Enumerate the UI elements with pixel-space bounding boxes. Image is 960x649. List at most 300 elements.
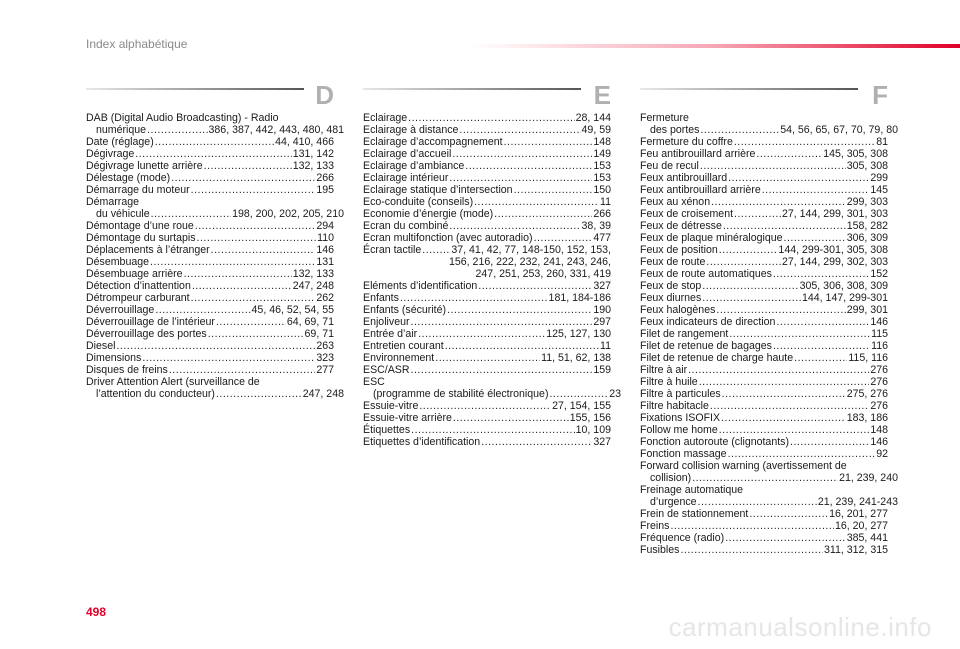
index-entry-line — [86, 376, 334, 388]
index-entry-line — [640, 496, 898, 508]
index-entry — [86, 172, 334, 184]
index-entry-line — [363, 148, 611, 160]
index-entry-term: Dimensions — [86, 352, 142, 364]
dot-leader — [211, 244, 316, 256]
index-entry-line — [363, 376, 611, 388]
index-entry — [640, 544, 888, 556]
index-entry — [640, 268, 888, 280]
index-entry-line — [363, 160, 611, 172]
index-entry — [86, 256, 334, 268]
index-entry-pages: 294 — [316, 220, 334, 232]
dot-leader — [729, 328, 870, 340]
index-entry-continuation — [363, 268, 611, 280]
index-entry-line — [640, 124, 898, 136]
dot-leader — [435, 352, 540, 364]
index-entry-term: ESC — [363, 376, 385, 388]
index-entry-term: Eclairage intérieur — [363, 172, 449, 184]
index-entry-term: Feu de recul — [640, 160, 699, 172]
index-entry-term: Désembuage arrière — [86, 268, 183, 280]
index-entry-pages: 27, 144, 299, 302, 303 — [781, 256, 888, 268]
index-entry-term: Délestage (mode) — [86, 172, 171, 184]
index-entry-line — [86, 220, 334, 232]
index-entry-term: Enfants — [363, 292, 399, 304]
dot-leader — [534, 232, 593, 244]
index-entry-term: Disques de freins — [86, 364, 168, 376]
index-entry — [640, 148, 888, 160]
index-entry — [363, 328, 611, 340]
index-entry-line — [640, 376, 888, 388]
index-entry-term: Diesel — [86, 340, 116, 352]
index-entry-line — [86, 196, 334, 208]
index-entry-pages: 69, 71 — [304, 328, 334, 340]
index-entry — [640, 196, 888, 208]
index-entry-line — [86, 124, 344, 136]
dot-leader — [549, 388, 608, 400]
index-entry — [363, 400, 611, 412]
dot-leader — [700, 160, 846, 172]
index-entry — [363, 352, 611, 364]
index-entry-line — [640, 136, 888, 148]
index-entry-line — [640, 196, 888, 208]
index-entry-pages: 10, 109 — [575, 424, 611, 436]
dot-leader — [459, 124, 580, 136]
index-entry — [640, 232, 888, 244]
index-entry-line — [640, 448, 888, 460]
dot-leader — [756, 148, 822, 160]
index-entry-term: des portes — [650, 124, 700, 136]
index-entry — [363, 424, 611, 436]
index-entry-line — [86, 316, 334, 328]
dot-leader — [481, 436, 592, 448]
dot-leader — [465, 160, 592, 172]
index-entry-term: Feux de croisement — [640, 208, 734, 220]
index-entry — [640, 412, 888, 424]
index-entry-term: Eclairage à distance — [363, 124, 459, 136]
index-entry — [640, 364, 888, 376]
index-entry — [640, 340, 888, 352]
index-entry — [640, 292, 888, 304]
index-entry-line — [640, 232, 888, 244]
index-entry — [86, 268, 334, 280]
index-entry-pages: 198, 200, 202, 205, 210 — [232, 208, 344, 220]
index-entry — [640, 244, 888, 256]
index-entry-term: Démarrage du moteur — [86, 184, 190, 196]
index-entry — [640, 316, 888, 328]
column-header — [640, 80, 888, 112]
index-entry — [86, 184, 334, 196]
dot-leader — [216, 388, 302, 400]
dot-leader — [728, 172, 869, 184]
index-entry — [640, 352, 888, 364]
index-entry-term: Filtre à air — [640, 364, 688, 376]
index-entry-term: ESC/ASR — [363, 364, 410, 376]
index-entry-pages: 156, 216, 222, 232, 241, 243, 246, — [449, 256, 611, 268]
index-entry-line — [640, 364, 888, 376]
index-entry — [640, 448, 888, 460]
index-entry-pages: 27, 154, 155 — [552, 400, 611, 412]
dot-leader — [700, 124, 779, 136]
index-entry-term: Détrompeur carburant — [86, 292, 190, 304]
index-entry-pages: 28, 144 — [575, 112, 611, 124]
index-entry — [363, 112, 611, 124]
index-entry-pages: 190 — [593, 304, 611, 316]
index-entry-line — [363, 352, 611, 364]
index-entry-pages: 153 — [593, 160, 611, 172]
index-entry-term: Démarrage — [86, 196, 139, 208]
dot-leader — [192, 280, 292, 292]
index-entry-term: Etiquettes d’identification — [363, 436, 481, 448]
index-entry — [640, 376, 888, 388]
index-entry-line — [640, 484, 888, 496]
index-entry-pages: 148 — [870, 424, 888, 436]
index-entries — [86, 112, 344, 400]
index-entry — [640, 388, 888, 400]
index-entry — [363, 160, 611, 172]
index-entry — [640, 160, 888, 172]
index-entry-pages: 152 — [870, 268, 888, 280]
index-entry-term: Feux au xénon — [640, 196, 711, 208]
index-entry — [363, 436, 611, 448]
dot-leader — [411, 316, 593, 328]
dot-leader — [719, 424, 870, 436]
index-entry-pages: 54, 56, 65, 67, 70, 79, 80 — [780, 124, 898, 136]
index-entry-term: collision) — [650, 472, 692, 484]
dot-leader — [711, 196, 846, 208]
dot-leader — [191, 184, 316, 196]
dot-leader — [116, 340, 315, 352]
index-entry-term: Feu antibrouillard arrière — [640, 148, 756, 160]
page-header-title: Index alphabétique — [86, 37, 188, 51]
index-entry-line — [640, 280, 888, 292]
index-entry-line — [363, 208, 611, 220]
index-entry — [640, 208, 888, 220]
index-entry-pages: 299, 301 — [846, 304, 888, 316]
index-column-f — [640, 80, 898, 556]
index-entry-term: Freinage automatique — [640, 484, 744, 496]
index-entry-pages: 148 — [593, 136, 611, 148]
index-entry — [640, 280, 888, 292]
index-entry-line — [363, 364, 611, 376]
dot-leader — [184, 268, 292, 280]
index-entry-line — [640, 148, 888, 160]
index-entry-term: Date (réglage) — [86, 136, 154, 148]
index-entry-pages: 144, 147, 299-301 — [801, 292, 888, 304]
index-entry-line — [86, 364, 334, 376]
index-entry-pages: 266 — [316, 172, 334, 184]
index-entry-pages: 144, 299-301, 305, 308 — [778, 244, 888, 256]
index-entry-term: Essuie-vitre arrière — [363, 412, 452, 424]
index-entry-line — [640, 304, 888, 316]
index-entry — [86, 244, 334, 256]
index-entry — [86, 304, 334, 316]
index-entry-pages: 146 — [870, 316, 888, 328]
dot-leader — [706, 256, 781, 268]
dot-leader — [216, 316, 286, 328]
index-entry-line — [86, 136, 334, 148]
dot-leader — [151, 208, 231, 220]
index-entry-pages: 116 — [871, 340, 888, 352]
dot-leader — [734, 208, 781, 220]
index-entry-term: Déverrouillage — [86, 304, 155, 316]
index-entry-pages: 155, 156 — [569, 412, 611, 424]
dot-leader — [197, 232, 317, 244]
index-entry-term: Eclairage d’ambiance — [363, 160, 465, 172]
index-entry-line — [86, 388, 344, 400]
index-entry-pages: 266 — [593, 208, 611, 220]
index-entry-pages: 276 — [870, 376, 888, 388]
index-entry-term: Ecran multifonction (avec autoradio) — [363, 232, 533, 244]
index-entry-line — [363, 292, 611, 304]
index-entry-term: Eléments d’identification — [363, 280, 478, 292]
dot-leader — [419, 400, 551, 412]
index-entry-pages: 21, 239, 240 — [839, 472, 898, 484]
index-entry-term: Fixations ISOFIX — [640, 412, 721, 424]
page-number: 498 — [86, 605, 107, 619]
index-entry-line — [640, 424, 888, 436]
index-entry-term: Feux de détresse — [640, 220, 722, 232]
index-entry — [640, 136, 888, 148]
index-entry — [86, 196, 344, 220]
index-entry-line — [363, 400, 611, 412]
index-entry-term: Fréquence (radio) — [640, 532, 725, 544]
dot-leader — [445, 340, 599, 352]
index-entry-pages: 38, 39 — [581, 220, 611, 232]
index-entry-term: Enfants (sécurité) — [363, 304, 447, 316]
index-entry-line — [86, 244, 334, 256]
index-entry-line — [363, 244, 611, 256]
dot-leader — [447, 304, 592, 316]
index-entry-line — [86, 280, 334, 292]
index-entry-pages: 49, 59 — [581, 124, 611, 136]
index-entry-pages: 181, 184-186 — [548, 292, 611, 304]
index-entry-term: Follow me home — [640, 424, 718, 436]
index-entry-line — [640, 256, 888, 268]
index-entry-pages: 23 — [609, 388, 621, 400]
index-entry-pages: 150 — [593, 184, 611, 196]
index-entry-line — [363, 280, 611, 292]
index-entry — [640, 424, 888, 436]
index-entry-term: Déverrouillage de l’intérieur — [86, 316, 215, 328]
index-entry-line — [640, 208, 888, 220]
index-entry-line — [640, 220, 888, 232]
dot-leader — [722, 388, 846, 400]
index-entry-pages: 37, 41, 42, 77, 148-150, 152, 153, — [451, 244, 611, 256]
index-column-d — [86, 80, 344, 400]
index-entry-pages: 247, 251, 253, 260, 331, 419 — [475, 268, 611, 280]
index-entry-term: Environnement — [363, 352, 435, 364]
header-accent-bar — [470, 44, 960, 48]
index-entry-line — [86, 208, 344, 220]
index-entry-pages: 64, 69, 71 — [286, 316, 334, 328]
index-entry-term: Feux de route — [640, 256, 706, 268]
index-entry-term: Déplacements à l’étranger — [86, 244, 210, 256]
index-entry-pages: 16, 201, 277 — [829, 508, 888, 520]
index-entry-line — [86, 328, 334, 340]
index-entry-pages: 385, 441 — [846, 532, 888, 544]
index-entry-line — [640, 400, 888, 412]
index-entry-term: Fusibles — [640, 544, 680, 556]
index-entry-term: Eclairage d’accompagnement — [363, 136, 503, 148]
index-entry — [86, 160, 334, 172]
index-entry — [363, 208, 611, 220]
index-entry-term: Fonction massage — [640, 448, 727, 460]
index-entry-pages: 247, 248 — [292, 280, 334, 292]
index-entry-line — [640, 184, 888, 196]
index-entry-term: Feux de plaque minéralogique — [640, 232, 783, 244]
index-entry-term: Fermeture — [640, 112, 689, 124]
index-entry-line — [640, 472, 898, 484]
index-entry-line — [86, 340, 334, 352]
index-entry-line — [86, 292, 334, 304]
index-entry-line — [86, 148, 334, 160]
dot-leader — [702, 280, 798, 292]
index-entry-pages: 275, 276 — [846, 388, 888, 400]
dot-leader — [411, 364, 593, 376]
index-entry-pages: 110 — [317, 232, 334, 244]
index-entry-line — [640, 340, 888, 352]
dot-leader — [494, 208, 592, 220]
index-entry-term: Ecran du combiné — [363, 220, 449, 232]
index-entry-term: DAB (Digital Audio Broadcasting) - Radio — [86, 112, 279, 124]
index-entry-pages: 145 — [870, 184, 888, 196]
index-entry-pages: 153 — [593, 172, 611, 184]
index-entry-line — [86, 232, 334, 244]
index-entry-pages: 158, 282 — [846, 220, 888, 232]
index-entry-term: d’urgence — [650, 496, 697, 508]
index-entry-line — [363, 112, 611, 124]
index-entry-line — [363, 124, 611, 136]
index-entry-pages: 11, 51, 62, 138 — [541, 352, 611, 364]
dot-leader — [680, 544, 823, 556]
index-entry-line — [363, 328, 611, 340]
index-entry-term: Démontage du surtapis — [86, 232, 196, 244]
index-entries — [363, 112, 621, 448]
index-entry-pages: 92 — [876, 448, 888, 460]
index-entry-term: Driver Attention Alert (surveillance de — [86, 376, 260, 388]
index-entry-term: Entretien courant — [363, 340, 444, 352]
column-letter: F — [872, 80, 888, 110]
index-entry-line — [640, 388, 888, 400]
index-entry-pages: 131, 142 — [292, 148, 334, 160]
index-entry — [363, 304, 611, 316]
index-entry-term: numérique — [96, 124, 147, 136]
column-header — [86, 80, 334, 112]
dot-leader — [710, 400, 869, 412]
index-entry — [363, 376, 621, 400]
index-entry — [86, 328, 334, 340]
index-entry-pages: 305, 308 — [846, 160, 888, 172]
index-entry — [640, 172, 888, 184]
index-entry-line — [363, 340, 611, 352]
index-entry-pages: 305, 306, 308, 309 — [799, 280, 888, 292]
index-entry-line — [86, 112, 334, 124]
index-entry — [363, 316, 611, 328]
dot-leader — [723, 220, 846, 232]
index-entry — [363, 244, 611, 280]
index-entry-term: Feux de stop — [640, 280, 702, 292]
index-entry-term: Freins — [640, 520, 670, 532]
index-entry-pages: 263 — [316, 340, 334, 352]
dot-leader — [411, 424, 575, 436]
dot-leader — [719, 244, 778, 256]
dot-leader — [734, 136, 875, 148]
index-entry-continuation — [363, 256, 611, 268]
index-entry-pages: 299, 303 — [846, 196, 888, 208]
index-entry-term: Forward collision warning (avertissement de — [640, 460, 847, 472]
column-divider-line — [363, 88, 581, 90]
index-entry-pages: 183, 186 — [846, 412, 888, 424]
index-entries — [640, 112, 898, 556]
index-entry-term: Eclairage — [363, 112, 408, 124]
index-entry-pages: 125, 127, 130 — [546, 328, 611, 340]
column-letter: E — [593, 80, 611, 110]
index-entry-term: Dégivrage lunette arrière — [86, 160, 203, 172]
index-entry-pages: 146 — [870, 436, 888, 448]
index-entry — [640, 460, 898, 484]
index-entry-term: l’attention du conducteur) — [96, 388, 215, 400]
index-entry-line — [86, 160, 334, 172]
index-entry-pages: 16, 20, 277 — [834, 520, 888, 532]
index-entry-pages: 115 — [871, 328, 888, 340]
index-entry — [86, 352, 334, 364]
column-header — [363, 80, 611, 112]
index-entry-line — [640, 520, 888, 532]
index-entry-term: Écran tactile — [363, 244, 422, 256]
index-entry-pages: 131 — [316, 256, 334, 268]
dot-leader — [155, 136, 274, 148]
dot-leader — [449, 172, 592, 184]
index-entry-line — [640, 292, 888, 304]
index-entry-pages: 132, 133 — [292, 160, 334, 172]
index-entry-pages: 327 — [593, 436, 611, 448]
index-entry-line — [363, 436, 611, 448]
watermark-text: carmanualsonline.info — [668, 612, 932, 642]
index-entry-term: Enjoliveur — [363, 316, 410, 328]
dot-leader — [692, 472, 838, 484]
index-entry — [363, 412, 611, 424]
index-entry-term: Filet de retenue de charge haute — [640, 352, 794, 364]
index-entry-term: Frein de stationnement — [640, 508, 749, 520]
dot-leader — [418, 328, 545, 340]
index-entry-pages: 276 — [870, 364, 888, 376]
index-entry — [640, 256, 888, 268]
index-entry-term: Filet de rangement — [640, 328, 729, 340]
dot-leader — [762, 184, 870, 196]
index-entry-line — [86, 352, 334, 364]
column-letter: D — [315, 80, 334, 110]
index-entry-term: Désembuage — [86, 256, 150, 268]
index-entry-line — [640, 532, 888, 544]
dot-leader — [204, 160, 292, 172]
dot-leader — [773, 340, 870, 352]
index-entry-pages: 299 — [870, 172, 888, 184]
dot-leader — [452, 148, 592, 160]
index-entry — [640, 328, 888, 340]
index-entry-line — [363, 412, 611, 424]
index-entry-pages: 27, 144, 299, 301, 303 — [781, 208, 888, 220]
index-entry-line — [363, 424, 611, 436]
index-entry — [363, 148, 611, 160]
index-entry-line — [86, 304, 334, 316]
index-entry-line — [640, 436, 888, 448]
index-entry — [640, 220, 888, 232]
index-entry-line — [86, 184, 334, 196]
index-entry-term: Essuie-vitre — [363, 400, 419, 412]
index-entry-line — [86, 268, 334, 280]
index-entry-pages: 11 — [600, 340, 611, 352]
index-entry-term: du véhicule — [96, 208, 150, 220]
index-entry — [363, 136, 611, 148]
